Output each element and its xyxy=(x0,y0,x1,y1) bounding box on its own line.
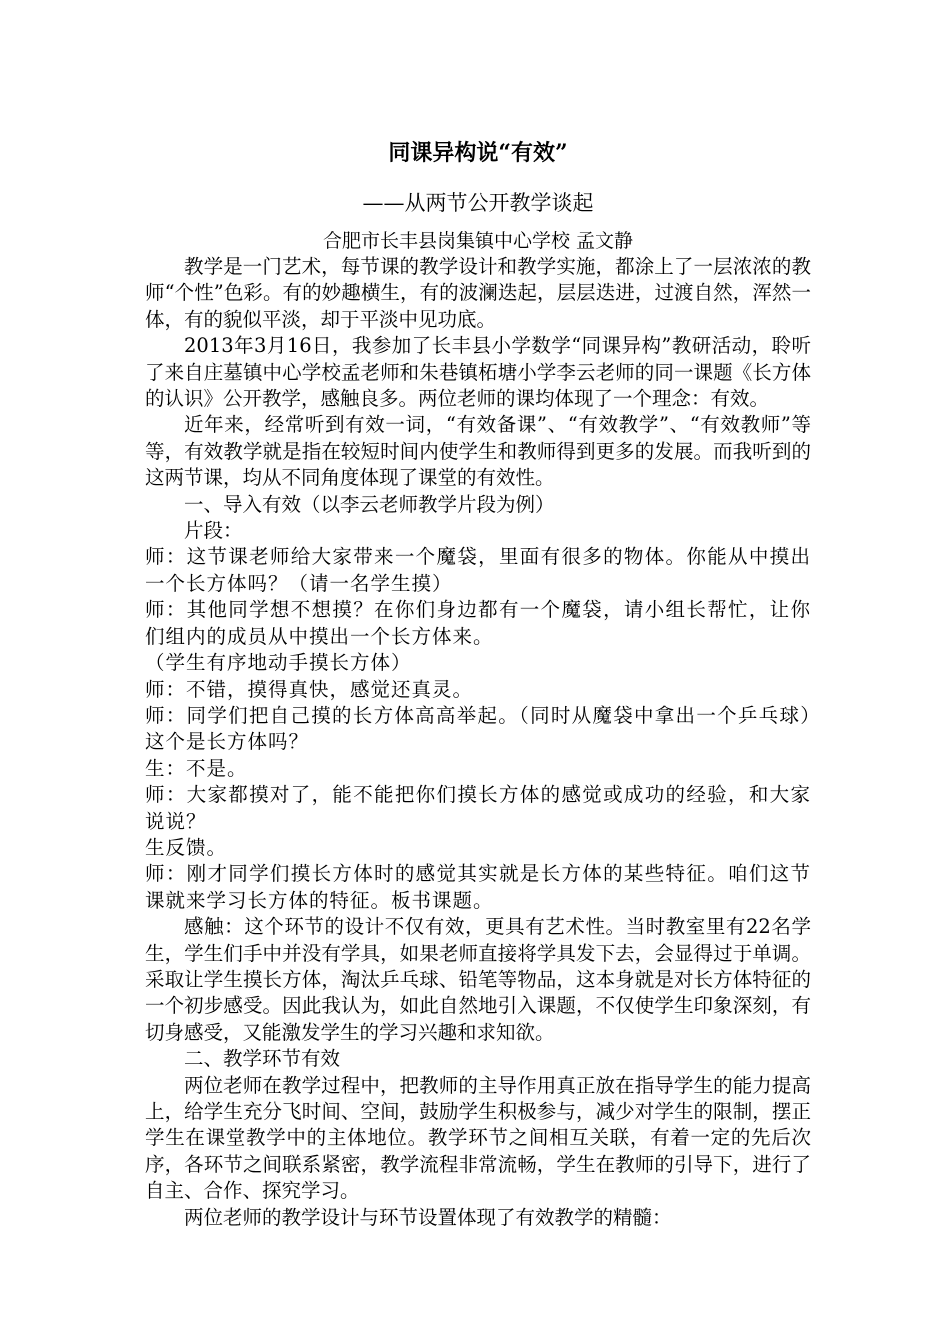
dialogue-line: 师：同学们把自己摸的长方体高高举起。（同时从魔袋中拿出一个乒乓球）这个是长方体吗？ xyxy=(145,703,811,754)
section-heading: 二、教学环节有效 xyxy=(184,1047,341,1071)
fragment-label: 片段： xyxy=(184,519,243,543)
author-line: 合肥市长丰县岗集镇中心学校 孟文静 xyxy=(322,230,634,252)
body-paragraph: 两位老师在教学过程中，把教师的主导作用真正放在指导学生的能力提高上，给学生充分飞时间、空间，鼓励学生积极参与，减少对学生的限制，摆正学生在课堂教学中的主体地位。教学环节之间相互关联，有着一定的先后次序，各环节之间联系紧密，教学流程非常流畅，学生在教师的引导下，进行了自主、合作、探究学习。 xyxy=(145,1073,811,1203)
body-paragraph: 2013年3月16日，我参加了长丰县小学数学“同课异构”教研活动，聆听了来自庄墓镇中心学校孟老师和朱巷镇柘塘小学李云老师的同一课题《长方体的认识》公开教学，感触良多。两位老师的课均体现了一个理念：有效。 xyxy=(145,334,811,411)
article-body xyxy=(145,254,811,1231)
document-page xyxy=(145,138,811,1231)
body-paragraph: 教学是一门艺术，每节课的教学设计和教学实施，都涂上了一层浓浓的教师“个性”色彩。有的妙趣横生，有的波澜迭起，层层迭进，过渡自然，浑然一体，有的貌似平淡，却于平淡中见功底。 xyxy=(145,255,811,331)
document-subtitle: ——从两节公开教学谈起 xyxy=(362,191,594,215)
body-paragraph: 两位老师的教学设计与环节设置体现了有效教学的精髓： xyxy=(184,1205,672,1229)
body-paragraph: 近年来，经常听到有效一词，“有效备课”、“有效教学”、“有效教师”等等，有效教学就是指在较短时间内使学生和教师得到更多的发展。而我听到的这两节课，均从不同角度体现了课堂的有效性。 xyxy=(145,413,811,490)
dialogue-line: 师：刚才同学们摸长方体时的感觉其实就是长方体的某些特征。咱们这节课就来学习长方体的特征。板书课题。 xyxy=(145,862,811,912)
dialogue-line: （学生有序地动手摸长方体） xyxy=(145,651,412,675)
dialogue-line: 生：不是。 xyxy=(145,756,248,780)
dialogue-line: 师：其他同学想不想摸？在你们身边都有一个魔袋，请小组长帮忙，让你们组内的成员从中摸出一个长方体来。 xyxy=(145,598,811,648)
dialogue-line: 生反馈。 xyxy=(145,835,228,859)
dialogue-line: 师：这节课老师给大家带来一个魔袋，里面有很多的物体。你能从中摸出一个长方体吗？（请一名学生摸） xyxy=(145,545,811,595)
document-title: 同课异构说“有效” xyxy=(388,140,568,166)
reflection-paragraph: 感触：这个环节的设计不仅有效，更具有艺术性。当时教室里有22名学生，学生们手中并没有学具，如果老师直接将学具发下去，会显得过于单调。采取让学生摸长方体，淘汰乒乓球、铅笔等物品，这本身就是对长方体特征的一个初步感受。因此我认为，如此自然地引入课题，不仅使学生印象深刻，有切身感受，又能激发学生的学习兴趣和求知欲。 xyxy=(145,915,811,1044)
dialogue-line: 师：不错，摸得真快，感觉还真灵。 xyxy=(145,677,474,701)
section-heading: 一、导入有效（以李云老师教学片段为例） xyxy=(184,492,555,516)
dialogue-line: 师：大家都摸对了，能不能把你们摸长方体的感觉或成功的经验，和大家说说？ xyxy=(145,783,811,833)
